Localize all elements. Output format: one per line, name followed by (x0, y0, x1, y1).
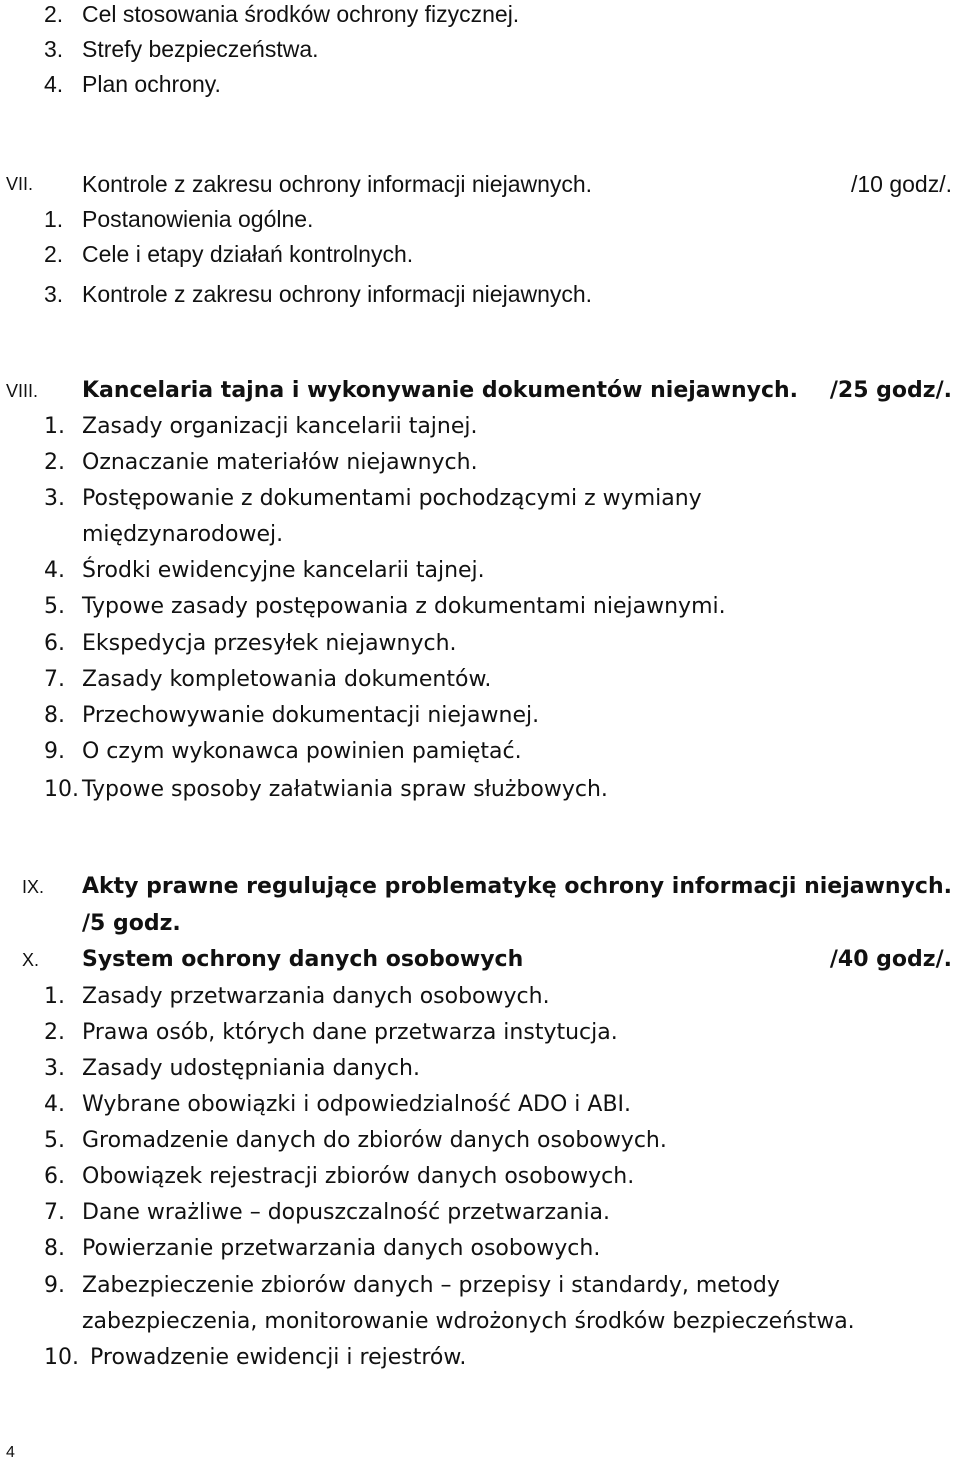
item-text: Gromadzenie danych do zbiorów danych osobowych. (82, 1128, 667, 1153)
item-number: 2. (44, 1020, 65, 1045)
item-text: Dane wrażliwe – dopuszczalność przetwarzania. (82, 1200, 611, 1225)
section-title: Kontrole z zakresu ochrony informacji niejawnych. (82, 171, 593, 197)
item-text: Wybrane obowiązki i odpowiedzialność ADO i ABI. (82, 1092, 632, 1117)
section-heading (0, 166, 960, 202)
item-number: 4. (44, 71, 64, 97)
item-number: 1. (44, 206, 64, 232)
item-number: 5. (44, 594, 65, 619)
item-text: Ekspedycja przesyłek niejawnych. (82, 631, 457, 656)
list-item (0, 698, 960, 734)
item-text: Typowe zasady postępowania z dokumentami niejawnymi. (82, 594, 726, 619)
item-text: Zabezpieczenie zbiorów danych – przepisy i standardy, metody (82, 1273, 780, 1298)
section-hours: /25 godz/. (829, 378, 952, 403)
list-item (0, 481, 960, 517)
section-title: Akty prawne regulujące problematykę ochrony informacji niejawnych. (82, 874, 952, 899)
item-text: Zasady przetwarzania danych osobowych. (82, 984, 550, 1009)
item-number: 2. (44, 450, 65, 475)
list-item-continuation (0, 517, 960, 553)
section-title: Kancelaria tajna i wykonywanie dokumentów niejawnych. (82, 378, 799, 403)
item-number: 6. (44, 631, 65, 656)
item-number: 10. (44, 777, 79, 802)
item-text: Zasady udostępniania danych. (82, 1056, 420, 1081)
item-text: Postępowanie z dokumentami pochodzącymi z wymiany (82, 486, 702, 511)
item-text: Cele i etapy działań kontrolnych. (82, 241, 414, 267)
section-numeral: IX. (22, 877, 45, 897)
section-heading (0, 942, 960, 978)
item-text: Powierzanie przetwarzania danych osobowych. (82, 1236, 601, 1261)
item-text: Obowiązek rejestracji zbiorów danych osobowych. (82, 1164, 635, 1189)
section-numeral: VII. (6, 174, 34, 194)
list-item (0, 66, 960, 102)
item-text: Przechowywanie dokumentacji niejawnej. (82, 703, 540, 728)
item-number: 1. (44, 414, 65, 439)
item-text: zabezpieczenia, monitorowanie wdrożonych środków bezpieczeństwa. (82, 1309, 855, 1334)
list-item (0, 553, 960, 589)
list-item (0, 734, 960, 770)
item-number: 3. (44, 1056, 65, 1081)
item-text: Prowadzenie ewidencji i rejestrów. (90, 1345, 467, 1370)
item-text: Strefy bezpieczeństwa. (82, 36, 319, 62)
list-item (0, 626, 960, 662)
list-item-continuation (0, 1304, 960, 1340)
item-number: 2. (44, 1, 64, 27)
item-number: 9. (44, 739, 65, 764)
item-text: Cel stosowania środków ochrony fizycznej. (82, 1, 520, 27)
item-text: Zasady organizacji kancelarii tajnej. (82, 414, 478, 439)
list-item (0, 1087, 960, 1123)
item-number: 4. (44, 1092, 65, 1117)
list-item (0, 31, 960, 67)
item-number: 2. (44, 241, 64, 267)
list-item (0, 445, 960, 481)
page-number: 4 (6, 1444, 15, 1461)
item-number: 5. (44, 1128, 65, 1153)
list-item (0, 1015, 960, 1051)
item-text: Postanowienia ogólne. (82, 206, 314, 232)
list-item (0, 201, 960, 237)
item-text: Plan ochrony. (82, 71, 221, 97)
item-number: 6. (44, 1164, 65, 1189)
item-text: O czym wykonawca powinien pamiętać. (82, 739, 522, 764)
item-number: 4. (44, 558, 65, 583)
item-text: międzynarodowej. (82, 522, 284, 547)
section-hours: /10 godz/. (850, 171, 952, 197)
section-hours: /5 godz. (82, 911, 181, 936)
list-item (0, 1195, 960, 1231)
list-item (0, 0, 960, 32)
list-item (0, 1123, 960, 1159)
section-heading (0, 869, 960, 905)
item-number: 1. (44, 984, 65, 1009)
list-item (0, 276, 960, 312)
item-number: 8. (44, 703, 65, 728)
section-heading (0, 373, 960, 409)
item-text: Typowe sposoby załatwiania spraw służbowych. (82, 777, 608, 802)
list-item (0, 1268, 960, 1304)
section-hours: /40 godz/. (829, 947, 952, 972)
item-number: 3. (44, 281, 64, 307)
item-number: 7. (44, 1200, 65, 1225)
list-item (0, 772, 960, 808)
section-hours-line (0, 906, 960, 942)
item-number: 3. (44, 36, 64, 62)
list-item (0, 1159, 960, 1195)
list-item (0, 662, 960, 698)
item-number: 9. (44, 1273, 65, 1298)
item-text: Oznaczanie materiałów niejawnych. (82, 450, 478, 475)
list-item (0, 1231, 960, 1267)
item-number: 8. (44, 1236, 65, 1261)
section-numeral: VIII. (6, 381, 39, 401)
section-numeral: X. (22, 950, 40, 970)
item-text: Zasady kompletowania dokumentów. (82, 667, 492, 692)
list-item (0, 236, 960, 272)
list-item (0, 1051, 960, 1087)
item-number: 3. (44, 486, 65, 511)
list-item (0, 589, 960, 625)
item-number: 10. (44, 1345, 79, 1370)
item-number: 7. (44, 667, 65, 692)
list-item (0, 979, 960, 1015)
item-text: Prawa osób, których dane przetwarza instytucja. (82, 1020, 618, 1045)
section-title: System ochrony danych osobowych (82, 947, 524, 972)
list-item (0, 1340, 960, 1376)
item-text: Środki ewidencyjne kancelarii tajnej. (82, 558, 485, 583)
item-text: Kontrole z zakresu ochrony informacji niejawnych. (82, 281, 593, 307)
list-item (0, 409, 960, 445)
